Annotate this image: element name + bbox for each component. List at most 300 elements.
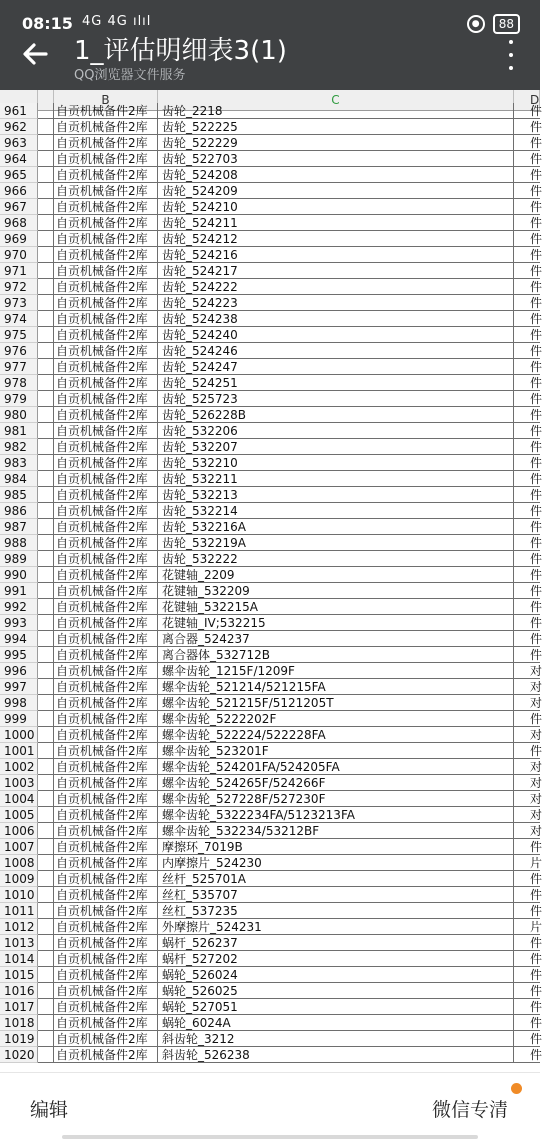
column-header-c[interactable]: C xyxy=(158,90,514,110)
row-number[interactable]: 997 xyxy=(0,679,38,695)
cell-d[interactable]: 件 xyxy=(514,471,540,487)
cell-c[interactable]: 齿轮_532213 xyxy=(158,487,514,503)
cell-a[interactable] xyxy=(38,615,54,631)
cell-b[interactable]: 自贡机械备件2库 xyxy=(54,839,158,855)
cell-c[interactable]: 齿轮_524251 xyxy=(158,375,514,391)
cell-b[interactable]: 自贡机械备件2库 xyxy=(54,919,158,935)
cell-d[interactable]: 件 xyxy=(514,487,540,503)
cell-c[interactable]: 螺伞齿轮_524201FA/524205FA xyxy=(158,759,514,775)
cell-d[interactable]: 件 xyxy=(514,231,540,247)
cell-c[interactable]: 螺伞齿轮_532234/53212BF xyxy=(158,823,514,839)
row-number[interactable]: 1012 xyxy=(0,919,38,935)
cell-c[interactable]: 齿轮_524211 xyxy=(158,215,514,231)
row-number[interactable]: 981 xyxy=(0,423,38,439)
cell-c[interactable]: 齿轮_524208 xyxy=(158,167,514,183)
cell-d[interactable]: 件 xyxy=(514,407,540,423)
cell-d[interactable]: 件 xyxy=(514,375,540,391)
cell-d[interactable]: 对 xyxy=(514,807,540,823)
cell-b[interactable]: 自贡机械备件2库 xyxy=(54,455,158,471)
cell-b[interactable]: 自贡机械备件2库 xyxy=(54,375,158,391)
more-options-icon[interactable] xyxy=(506,40,516,70)
cell-a[interactable] xyxy=(38,807,54,823)
cell-c[interactable]: 齿轮_524222 xyxy=(158,279,514,295)
cell-b[interactable]: 自贡机械备件2库 xyxy=(54,807,158,823)
cell-a[interactable] xyxy=(38,311,54,327)
row-number[interactable]: 1018 xyxy=(0,1015,38,1031)
cell-c[interactable]: 螺伞齿轮_1215F/1209F xyxy=(158,663,514,679)
row-number[interactable]: 998 xyxy=(0,695,38,711)
cell-b[interactable]: 自贡机械备件2库 xyxy=(54,679,158,695)
row-number[interactable]: 976 xyxy=(0,343,38,359)
row-number[interactable]: 1010 xyxy=(0,887,38,903)
row-number[interactable]: 975 xyxy=(0,327,38,343)
cell-b[interactable]: 自贡机械备件2库 xyxy=(54,503,158,519)
row-number[interactable]: 987 xyxy=(0,519,38,535)
cell-b[interactable]: 自贡机械备件2库 xyxy=(54,743,158,759)
cell-c[interactable]: 蜗轮_6024A xyxy=(158,1015,514,1031)
row-number[interactable]: 979 xyxy=(0,391,38,407)
cell-d[interactable]: 件 xyxy=(514,311,540,327)
row-number[interactable]: 977 xyxy=(0,359,38,375)
cell-b[interactable]: 自贡机械备件2库 xyxy=(54,183,158,199)
cell-d[interactable]: 件 xyxy=(514,583,540,599)
cell-a[interactable] xyxy=(38,135,54,151)
row-number[interactable]: 1008 xyxy=(0,855,38,871)
cell-a[interactable] xyxy=(38,535,54,551)
cell-b[interactable]: 自贡机械备件2库 xyxy=(54,519,158,535)
cell-c[interactable]: 齿轮_532216A xyxy=(158,519,514,535)
cell-b[interactable]: 自贡机械备件2库 xyxy=(54,279,158,295)
cell-d[interactable]: 片 xyxy=(514,919,540,935)
cell-d[interactable]: 件 xyxy=(514,535,540,551)
cell-a[interactable] xyxy=(38,327,54,343)
row-number[interactable]: 1004 xyxy=(0,791,38,807)
cell-a[interactable] xyxy=(38,775,54,791)
cell-a[interactable] xyxy=(38,295,54,311)
cell-d[interactable]: 件 xyxy=(514,119,540,135)
cell-a[interactable] xyxy=(38,983,54,999)
cell-c[interactable]: 齿轮_532207 xyxy=(158,439,514,455)
cell-a[interactable] xyxy=(38,711,54,727)
cell-c[interactable]: 蜗杆_527202 xyxy=(158,951,514,967)
cell-c[interactable]: 齿轮_532219A xyxy=(158,535,514,551)
cell-a[interactable] xyxy=(38,727,54,743)
cell-b[interactable]: 自贡机械备件2库 xyxy=(54,871,158,887)
cell-b[interactable]: 自贡机械备件2库 xyxy=(54,215,158,231)
cell-a[interactable] xyxy=(38,103,54,119)
row-number[interactable]: 974 xyxy=(0,311,38,327)
cell-a[interactable] xyxy=(38,743,54,759)
cell-a[interactable] xyxy=(38,951,54,967)
row-number[interactable]: 982 xyxy=(0,439,38,455)
cell-a[interactable] xyxy=(38,583,54,599)
cell-b[interactable]: 自贡机械备件2库 xyxy=(54,903,158,919)
cell-b[interactable]: 自贡机械备件2库 xyxy=(54,695,158,711)
cell-b[interactable]: 自贡机械备件2库 xyxy=(54,119,158,135)
cell-c[interactable]: 齿轮_524209 xyxy=(158,183,514,199)
cell-d[interactable]: 件 xyxy=(514,199,540,215)
cell-a[interactable] xyxy=(38,871,54,887)
cell-a[interactable] xyxy=(38,215,54,231)
row-number[interactable]: 1009 xyxy=(0,871,38,887)
cell-b[interactable]: 自贡机械备件2库 xyxy=(54,1015,158,1031)
cell-a[interactable] xyxy=(38,263,54,279)
cell-d[interactable]: 件 xyxy=(514,839,540,855)
cell-d[interactable]: 片 xyxy=(514,855,540,871)
row-number[interactable]: 984 xyxy=(0,471,38,487)
cell-b[interactable]: 自贡机械备件2库 xyxy=(54,327,158,343)
cell-c[interactable]: 齿轮_524223 xyxy=(158,295,514,311)
cell-a[interactable] xyxy=(38,375,54,391)
cell-a[interactable] xyxy=(38,823,54,839)
cell-c[interactable]: 离合器_524237 xyxy=(158,631,514,647)
cell-b[interactable]: 自贡机械备件2库 xyxy=(54,663,158,679)
cell-b[interactable]: 自贡机械备件2库 xyxy=(54,359,158,375)
row-number[interactable]: 1005 xyxy=(0,807,38,823)
cell-a[interactable] xyxy=(38,647,54,663)
cell-b[interactable]: 自贡机械备件2库 xyxy=(54,775,158,791)
cell-a[interactable] xyxy=(38,247,54,263)
cell-b[interactable]: 自贡机械备件2库 xyxy=(54,887,158,903)
cell-a[interactable] xyxy=(38,839,54,855)
cell-b[interactable]: 自贡机械备件2库 xyxy=(54,391,158,407)
row-number[interactable]: 986 xyxy=(0,503,38,519)
cell-b[interactable]: 自贡机械备件2库 xyxy=(54,407,158,423)
cell-c[interactable]: 螺伞齿轮_524265F/524266F xyxy=(158,775,514,791)
cell-b[interactable]: 自贡机械备件2库 xyxy=(54,999,158,1015)
cell-b[interactable]: 自贡机械备件2库 xyxy=(54,231,158,247)
cell-b[interactable]: 自贡机械备件2库 xyxy=(54,983,158,999)
cell-d[interactable]: 件 xyxy=(514,1031,540,1047)
cell-a[interactable] xyxy=(38,199,54,215)
cell-d[interactable]: 件 xyxy=(514,967,540,983)
cell-c[interactable]: 齿轮_522229 xyxy=(158,135,514,151)
row-number[interactable]: 1015 xyxy=(0,967,38,983)
cell-b[interactable]: 自贡机械备件2库 xyxy=(54,551,158,567)
cell-d[interactable]: 件 xyxy=(514,455,540,471)
row-number[interactable]: 978 xyxy=(0,375,38,391)
cell-a[interactable] xyxy=(38,183,54,199)
cell-c[interactable]: 螺伞齿轮_521215F/5121205T xyxy=(158,695,514,711)
cell-c[interactable]: 花键轴_2209 xyxy=(158,567,514,583)
row-number[interactable]: 995 xyxy=(0,647,38,663)
cell-a[interactable] xyxy=(38,791,54,807)
cell-b[interactable]: 自贡机械备件2库 xyxy=(54,567,158,583)
cell-d[interactable]: 件 xyxy=(514,983,540,999)
cell-a[interactable] xyxy=(38,551,54,567)
cell-c[interactable]: 花键轴_532209 xyxy=(158,583,514,599)
row-number[interactable]: 1011 xyxy=(0,903,38,919)
cell-d[interactable]: 件 xyxy=(514,1015,540,1031)
cell-d[interactable]: 件 xyxy=(514,263,540,279)
row-number[interactable]: 1002 xyxy=(0,759,38,775)
cell-d[interactable]: 件 xyxy=(514,295,540,311)
row-number[interactable]: 973 xyxy=(0,295,38,311)
cell-a[interactable] xyxy=(38,471,54,487)
row-number[interactable]: 994 xyxy=(0,631,38,647)
cell-c[interactable]: 螺伞齿轮_523201F xyxy=(158,743,514,759)
cell-c[interactable]: 齿轮_524217 xyxy=(158,263,514,279)
cell-d[interactable]: 件 xyxy=(514,439,540,455)
cell-c[interactable]: 螺伞齿轮_527228F/527230F xyxy=(158,791,514,807)
cell-c[interactable]: 离合器体_532712B xyxy=(158,647,514,663)
cell-d[interactable]: 件 xyxy=(514,103,540,119)
row-number[interactable]: 1016 xyxy=(0,983,38,999)
cell-a[interactable] xyxy=(38,903,54,919)
cell-a[interactable] xyxy=(38,119,54,135)
cell-d[interactable]: 对 xyxy=(514,791,540,807)
row-number[interactable]: 1013 xyxy=(0,935,38,951)
row-number[interactable]: 972 xyxy=(0,279,38,295)
cell-b[interactable]: 自贡机械备件2库 xyxy=(54,311,158,327)
cell-c[interactable]: 齿轮_526228B xyxy=(158,407,514,423)
cell-d[interactable]: 件 xyxy=(514,167,540,183)
row-number[interactable]: 985 xyxy=(0,487,38,503)
cell-a[interactable] xyxy=(38,695,54,711)
row-number[interactable]: 999 xyxy=(0,711,38,727)
row-number[interactable]: 992 xyxy=(0,599,38,615)
cell-a[interactable] xyxy=(38,519,54,535)
cell-d[interactable]: 对 xyxy=(514,679,540,695)
cell-d[interactable]: 对 xyxy=(514,759,540,775)
cell-c[interactable]: 斜齿轮_3212 xyxy=(158,1031,514,1047)
cell-a[interactable] xyxy=(38,887,54,903)
cell-a[interactable] xyxy=(38,663,54,679)
cell-c[interactable]: 花键轴_IV;532215 xyxy=(158,615,514,631)
cell-a[interactable] xyxy=(38,151,54,167)
cell-a[interactable] xyxy=(38,1015,54,1031)
cell-d[interactable]: 件 xyxy=(514,519,540,535)
row-number[interactable]: 1001 xyxy=(0,743,38,759)
row-number[interactable]: 1006 xyxy=(0,823,38,839)
cell-b[interactable]: 自贡机械备件2库 xyxy=(54,967,158,983)
column-header-b[interactable]: B xyxy=(54,90,158,110)
cell-c[interactable]: 齿轮_522225 xyxy=(158,119,514,135)
cell-a[interactable] xyxy=(38,855,54,871)
row-number[interactable]: 971 xyxy=(0,263,38,279)
row-number[interactable]: 962 xyxy=(0,119,38,135)
cell-d[interactable]: 件 xyxy=(514,359,540,375)
cell-c[interactable]: 丝杆_525701A xyxy=(158,871,514,887)
row-number[interactable]: 1017 xyxy=(0,999,38,1015)
row-number[interactable]: 1020 xyxy=(0,1047,38,1063)
cell-b[interactable]: 自贡机械备件2库 xyxy=(54,711,158,727)
cell-a[interactable] xyxy=(38,759,54,775)
cell-c[interactable]: 蜗杆_526237 xyxy=(158,935,514,951)
cell-d[interactable]: 件 xyxy=(514,871,540,887)
cell-b[interactable]: 自贡机械备件2库 xyxy=(54,167,158,183)
row-number[interactable]: 989 xyxy=(0,551,38,567)
cell-c[interactable]: 花键轴_532215A xyxy=(158,599,514,615)
cell-a[interactable] xyxy=(38,679,54,695)
cell-d[interactable]: 对 xyxy=(514,775,540,791)
cell-d[interactable]: 件 xyxy=(514,391,540,407)
row-number[interactable]: 1019 xyxy=(0,1031,38,1047)
cell-c[interactable]: 齿轮_532211 xyxy=(158,471,514,487)
row-number[interactable]: 1007 xyxy=(0,839,38,855)
spreadsheet[interactable] xyxy=(0,90,540,1072)
cell-b[interactable]: 自贡机械备件2库 xyxy=(54,135,158,151)
cell-d[interactable]: 对 xyxy=(514,727,540,743)
row-number[interactable]: 1014 xyxy=(0,951,38,967)
cell-d[interactable]: 件 xyxy=(514,551,540,567)
cell-a[interactable] xyxy=(38,455,54,471)
cell-d[interactable]: 件 xyxy=(514,903,540,919)
cell-b[interactable]: 自贡机械备件2库 xyxy=(54,855,158,871)
cell-c[interactable]: 齿轮_532206 xyxy=(158,423,514,439)
cell-d[interactable]: 件 xyxy=(514,631,540,647)
cell-a[interactable] xyxy=(38,407,54,423)
cell-b[interactable]: 自贡机械备件2库 xyxy=(54,1047,158,1063)
cell-d[interactable]: 件 xyxy=(514,423,540,439)
cell-d[interactable]: 件 xyxy=(514,711,540,727)
cell-c[interactable]: 内摩擦片_524230 xyxy=(158,855,514,871)
row-number[interactable]: 961 xyxy=(0,103,38,119)
cell-d[interactable]: 件 xyxy=(514,567,540,583)
cell-c[interactable]: 齿轮_524246 xyxy=(158,343,514,359)
cell-d[interactable]: 件 xyxy=(514,999,540,1015)
cell-a[interactable] xyxy=(38,567,54,583)
cell-b[interactable]: 自贡机械备件2库 xyxy=(54,823,158,839)
row-number[interactable]: 969 xyxy=(0,231,38,247)
cell-a[interactable] xyxy=(38,487,54,503)
cell-a[interactable] xyxy=(38,167,54,183)
cell-c[interactable]: 螺伞齿轮_5322234FA/5123213FA xyxy=(158,807,514,823)
cell-d[interactable]: 件 xyxy=(514,647,540,663)
cell-d[interactable]: 对 xyxy=(514,695,540,711)
cell-c[interactable]: 螺伞齿轮_522224/522228FA xyxy=(158,727,514,743)
cell-b[interactable]: 自贡机械备件2库 xyxy=(54,343,158,359)
cell-c[interactable]: 斜齿轮_526238 xyxy=(158,1047,514,1063)
cell-c[interactable]: 摩擦环_7019B xyxy=(158,839,514,855)
cell-d[interactable]: 对 xyxy=(514,663,540,679)
cell-b[interactable]: 自贡机械备件2库 xyxy=(54,791,158,807)
cell-d[interactable]: 件 xyxy=(514,151,540,167)
cell-b[interactable]: 自贡机械备件2库 xyxy=(54,471,158,487)
cell-d[interactable]: 件 xyxy=(514,327,540,343)
cell-c[interactable]: 螺伞齿轮_521214/521215FA xyxy=(158,679,514,695)
cell-a[interactable] xyxy=(38,359,54,375)
cell-c[interactable]: 蜗轮_526024 xyxy=(158,967,514,983)
cell-d[interactable]: 件 xyxy=(514,135,540,151)
row-number[interactable]: 996 xyxy=(0,663,38,679)
edit-button[interactable]: 编辑 xyxy=(30,1099,69,1121)
cell-d[interactable]: 件 xyxy=(514,247,540,263)
cell-d[interactable]: 件 xyxy=(514,599,540,615)
cell-a[interactable] xyxy=(38,599,54,615)
cell-b[interactable]: 自贡机械备件2库 xyxy=(54,295,158,311)
cell-c[interactable]: 螺伞齿轮_5222202F xyxy=(158,711,514,727)
row-number[interactable]: 980 xyxy=(0,407,38,423)
cell-d[interactable]: 件 xyxy=(514,215,540,231)
cell-c[interactable]: 齿轮_524238 xyxy=(158,311,514,327)
row-number[interactable]: 964 xyxy=(0,151,38,167)
cell-c[interactable]: 蜗轮_527051 xyxy=(158,999,514,1015)
wechat-clean-button[interactable]: 微信专清 xyxy=(431,1099,508,1121)
cell-c[interactable]: 齿轮_524216 xyxy=(158,247,514,263)
cell-c[interactable]: 齿轮_524210 xyxy=(158,199,514,215)
column-header-d[interactable]: D xyxy=(514,90,540,110)
cell-b[interactable]: 自贡机械备件2库 xyxy=(54,647,158,663)
row-number[interactable]: 993 xyxy=(0,615,38,631)
cell-b[interactable]: 自贡机械备件2库 xyxy=(54,199,158,215)
cell-b[interactable]: 自贡机械备件2库 xyxy=(54,535,158,551)
cell-d[interactable]: 件 xyxy=(514,951,540,967)
row-number[interactable]: 967 xyxy=(0,199,38,215)
row-number[interactable]: 963 xyxy=(0,135,38,151)
cell-d[interactable]: 件 xyxy=(514,743,540,759)
row-number[interactable]: 988 xyxy=(0,535,38,551)
cell-d[interactable]: 件 xyxy=(514,615,540,631)
cell-b[interactable]: 自贡机械备件2库 xyxy=(54,759,158,775)
cell-b[interactable]: 自贡机械备件2库 xyxy=(54,1031,158,1047)
row-number[interactable]: 991 xyxy=(0,583,38,599)
row-number[interactable]: 1003 xyxy=(0,775,38,791)
cell-b[interactable]: 自贡机械备件2库 xyxy=(54,615,158,631)
cell-a[interactable] xyxy=(38,935,54,951)
cell-b[interactable]: 自贡机械备件2库 xyxy=(54,631,158,647)
cell-a[interactable] xyxy=(38,231,54,247)
cell-a[interactable] xyxy=(38,631,54,647)
row-number[interactable]: 1000 xyxy=(0,727,38,743)
cell-b[interactable]: 自贡机械备件2库 xyxy=(54,103,158,119)
cell-b[interactable]: 自贡机械备件2库 xyxy=(54,599,158,615)
cell-d[interactable]: 件 xyxy=(514,503,540,519)
cell-a[interactable] xyxy=(38,391,54,407)
cell-b[interactable]: 自贡机械备件2库 xyxy=(54,423,158,439)
cell-c[interactable]: 齿轮_524247 xyxy=(158,359,514,375)
cell-a[interactable] xyxy=(38,919,54,935)
back-arrow-icon[interactable] xyxy=(18,36,54,72)
cell-a[interactable] xyxy=(38,439,54,455)
row-number[interactable]: 990 xyxy=(0,567,38,583)
row-number[interactable]: 970 xyxy=(0,247,38,263)
cell-b[interactable]: 自贡机械备件2库 xyxy=(54,583,158,599)
cell-c[interactable]: 齿轮_525723 xyxy=(158,391,514,407)
cell-b[interactable]: 自贡机械备件2库 xyxy=(54,727,158,743)
cell-d[interactable]: 件 xyxy=(514,279,540,295)
cell-b[interactable]: 自贡机械备件2库 xyxy=(54,151,158,167)
cell-b[interactable]: 自贡机械备件2库 xyxy=(54,247,158,263)
cell-a[interactable] xyxy=(38,503,54,519)
cell-d[interactable]: 件 xyxy=(514,1047,540,1063)
cell-d[interactable]: 对 xyxy=(514,823,540,839)
cell-c[interactable]: 蜗轮_526025 xyxy=(158,983,514,999)
cell-a[interactable] xyxy=(38,423,54,439)
cell-d[interactable]: 件 xyxy=(514,183,540,199)
cell-a[interactable] xyxy=(38,279,54,295)
cell-a[interactable] xyxy=(38,1047,54,1063)
cell-c[interactable]: 丝杠_535707 xyxy=(158,887,514,903)
cell-c[interactable]: 丝杠_537235 xyxy=(158,903,514,919)
cell-c[interactable]: 齿轮_524212 xyxy=(158,231,514,247)
cell-b[interactable]: 自贡机械备件2库 xyxy=(54,487,158,503)
row-number[interactable]: 965 xyxy=(0,167,38,183)
cell-a[interactable] xyxy=(38,999,54,1015)
cell-c[interactable]: 齿轮_532214 xyxy=(158,503,514,519)
cell-b[interactable]: 自贡机械备件2库 xyxy=(54,935,158,951)
cell-c[interactable]: 齿轮_532222 xyxy=(158,551,514,567)
cell-c[interactable]: 齿轮_524240 xyxy=(158,327,514,343)
cell-d[interactable]: 件 xyxy=(514,887,540,903)
cell-c[interactable]: 外摩擦片_524231 xyxy=(158,919,514,935)
cell-a[interactable] xyxy=(38,967,54,983)
cell-d[interactable]: 件 xyxy=(514,343,540,359)
row-number[interactable]: 966 xyxy=(0,183,38,199)
cell-c[interactable]: 齿轮_522703 xyxy=(158,151,514,167)
row-number[interactable]: 983 xyxy=(0,455,38,471)
cell-b[interactable]: 自贡机械备件2库 xyxy=(54,951,158,967)
